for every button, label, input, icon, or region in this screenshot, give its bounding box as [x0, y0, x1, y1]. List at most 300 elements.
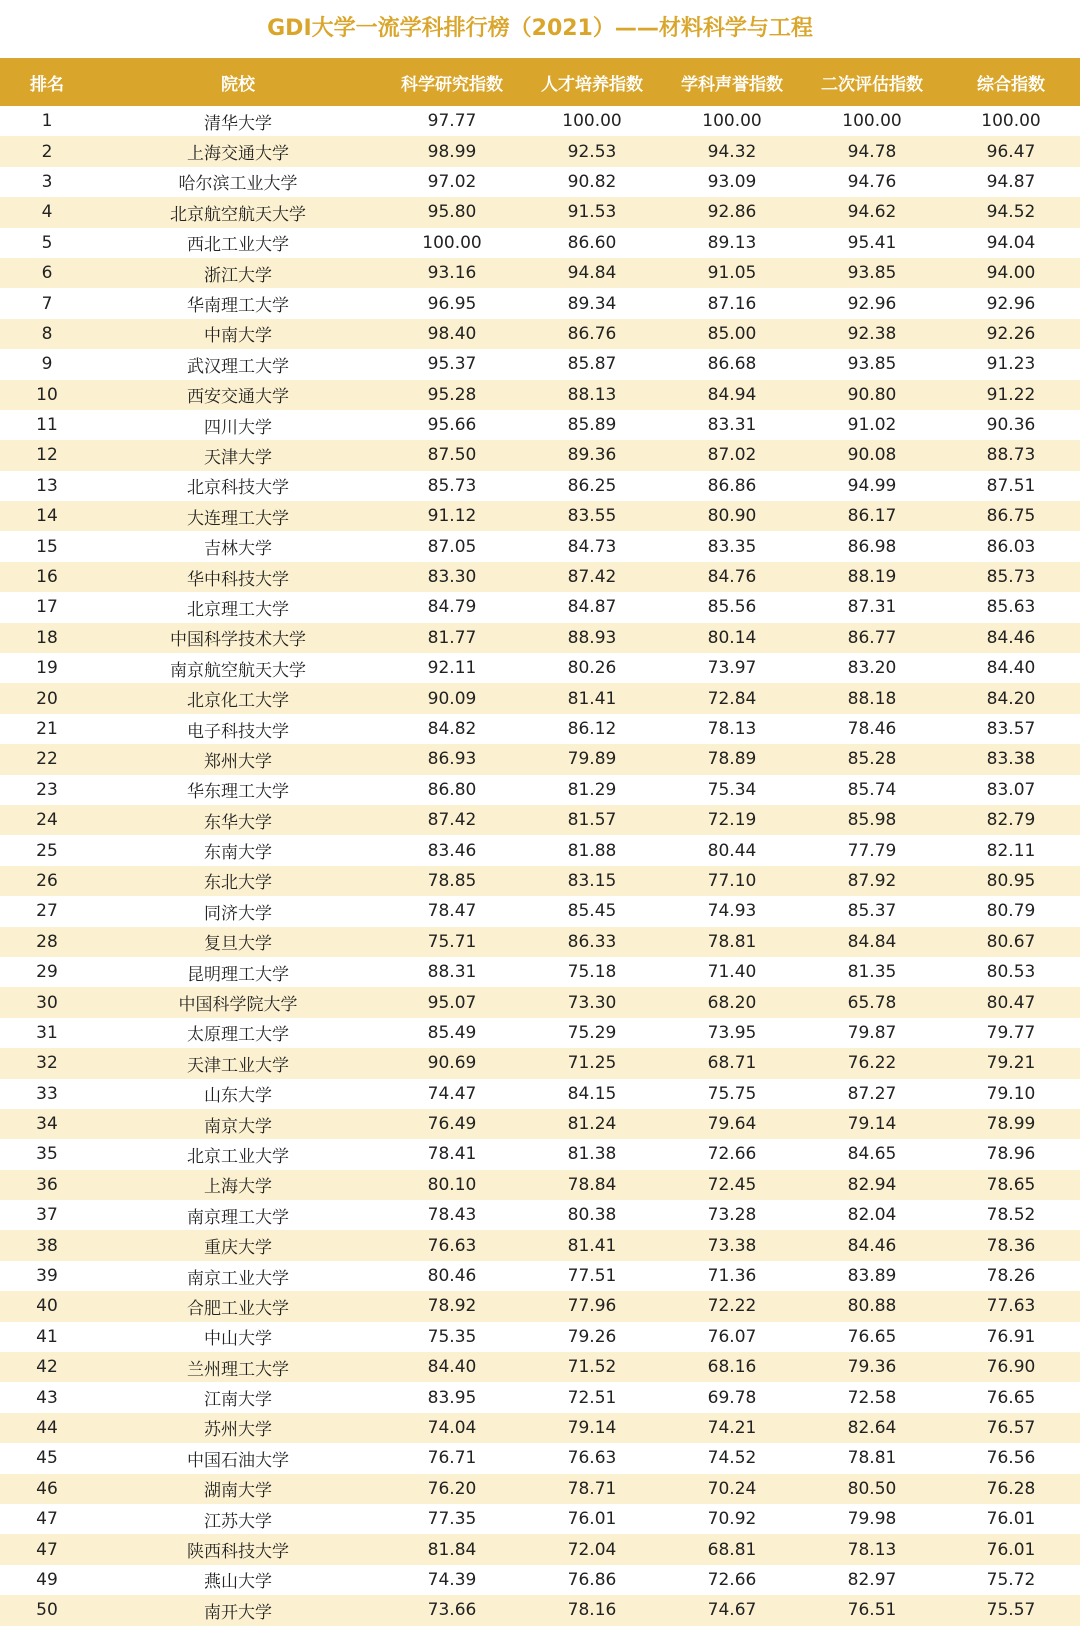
table-row [0, 1018, 1080, 1048]
composite-index-cell: 78.96 [986, 1144, 1036, 1165]
secondary-eval-index-cell: 84.46 [847, 1235, 897, 1256]
university-cell: 吉林大学 [204, 539, 272, 560]
secondary-eval-index-cell: 84.84 [847, 931, 897, 952]
secondary-eval-index-cell: 85.28 [847, 749, 897, 770]
table-row [0, 714, 1080, 744]
rank-cell: 47 [36, 1509, 58, 1530]
talent-index-cell: 85.87 [567, 354, 617, 375]
research-index-cell: 74.39 [427, 1569, 477, 1590]
rank-cell: 26 [36, 870, 58, 891]
secondary-eval-index-cell: 94.62 [847, 202, 897, 223]
rank-cell: 13 [36, 475, 58, 496]
research-index-cell: 93.16 [427, 263, 477, 284]
rank-cell: 27 [36, 901, 58, 922]
table-row [0, 288, 1080, 318]
rank-cell: 17 [36, 597, 58, 618]
header-rank: 排名 [30, 74, 64, 95]
table-row [0, 623, 1080, 653]
research-index-cell: 84.79 [427, 597, 477, 618]
reputation-index-cell: 68.81 [707, 1539, 757, 1560]
university-cell: 四川大学 [204, 417, 272, 438]
table-row [0, 896, 1080, 926]
table-row [0, 683, 1080, 713]
table-row [0, 440, 1080, 470]
secondary-eval-index-cell: 82.97 [847, 1569, 897, 1590]
table-row [0, 1474, 1080, 1504]
composite-index-cell: 76.01 [986, 1509, 1036, 1530]
research-index-cell: 83.46 [427, 840, 477, 861]
table-row [0, 380, 1080, 410]
university-cell: 北京航空航天大学 [170, 204, 306, 225]
talent-index-cell: 76.86 [567, 1569, 617, 1590]
research-index-cell: 78.47 [427, 901, 477, 922]
reputation-index-cell: 91.05 [707, 263, 757, 284]
table-row [0, 349, 1080, 379]
research-index-cell: 87.50 [427, 445, 477, 466]
university-cell: 湖南大学 [204, 1481, 272, 1502]
talent-index-cell: 78.71 [567, 1478, 617, 1499]
university-cell: 清华大学 [204, 113, 272, 134]
research-index-cell: 74.04 [427, 1417, 477, 1438]
secondary-eval-index-cell: 87.92 [847, 870, 897, 891]
secondary-eval-index-cell: 88.19 [847, 567, 897, 588]
reputation-index-cell: 80.44 [707, 840, 757, 861]
reputation-index-cell: 100.00 [702, 111, 762, 132]
research-index-cell: 77.35 [427, 1509, 477, 1530]
composite-index-cell: 76.65 [986, 1387, 1036, 1408]
rank-cell: 42 [36, 1357, 58, 1378]
talent-index-cell: 88.13 [567, 384, 617, 405]
research-index-cell: 76.49 [427, 1114, 477, 1135]
research-index-cell: 95.80 [427, 202, 477, 223]
research-index-cell: 84.82 [427, 719, 477, 739]
rank-cell: 28 [36, 931, 58, 952]
composite-index-cell: 80.47 [986, 992, 1036, 1013]
rank-cell: 23 [36, 779, 58, 800]
table-row [0, 805, 1080, 835]
rank-cell: 12 [36, 445, 58, 466]
secondary-eval-index-cell: 90.80 [847, 384, 897, 405]
composite-index-cell: 82.79 [986, 810, 1036, 831]
table-row [0, 136, 1080, 166]
talent-index-cell: 81.88 [567, 840, 617, 861]
talent-index-cell: 72.51 [567, 1387, 617, 1408]
talent-index-cell: 78.16 [567, 1600, 617, 1621]
composite-index-cell: 80.53 [986, 962, 1036, 983]
talent-index-cell: 81.41 [567, 1235, 617, 1256]
secondary-eval-index-cell: 79.87 [847, 1022, 897, 1043]
reputation-index-cell: 87.02 [707, 445, 757, 466]
reputation-index-cell: 72.66 [707, 1569, 757, 1590]
table-row [0, 501, 1080, 531]
talent-index-cell: 86.76 [567, 323, 617, 344]
university-cell: 中国科学院大学 [178, 995, 298, 1016]
composite-index-cell: 79.10 [986, 1083, 1036, 1104]
university-cell: 北京科技大学 [187, 478, 289, 499]
university-cell: 太原理工大学 [187, 1025, 289, 1046]
university-cell: 东北大学 [204, 873, 272, 894]
reputation-index-cell: 93.09 [707, 171, 757, 192]
research-index-cell: 95.28 [427, 384, 477, 405]
university-cell: 南开大学 [204, 1602, 272, 1623]
header-reputation-index: 学科声誉指数 [681, 74, 783, 95]
university-cell: 华中科技大学 [187, 569, 289, 590]
secondary-eval-index-cell: 88.18 [847, 688, 897, 709]
research-index-cell: 91.12 [427, 506, 477, 527]
table-row [0, 228, 1080, 258]
reputation-index-cell: 73.38 [707, 1235, 757, 1256]
composite-index-cell: 91.23 [986, 354, 1036, 375]
rank-cell: 10 [36, 384, 58, 405]
composite-index-cell: 76.91 [986, 1326, 1036, 1347]
talent-index-cell: 86.33 [567, 931, 617, 952]
research-index-cell: 95.37 [427, 354, 477, 375]
university-cell: 重庆大学 [204, 1238, 272, 1259]
table-row [0, 1352, 1080, 1382]
research-index-cell: 86.93 [427, 749, 477, 770]
rank-cell: 32 [36, 1053, 58, 1074]
composite-index-cell: 92.96 [986, 293, 1036, 314]
reputation-index-cell: 68.71 [707, 1053, 757, 1074]
talent-index-cell: 87.42 [567, 567, 617, 588]
research-index-cell: 90.09 [427, 688, 477, 709]
secondary-eval-index-cell: 76.51 [847, 1600, 897, 1621]
rank-cell: 11 [36, 415, 58, 436]
rank-cell: 21 [36, 719, 58, 739]
table-row [0, 1261, 1080, 1291]
table-header [0, 58, 1080, 106]
talent-index-cell: 89.34 [567, 293, 617, 314]
research-index-cell: 95.66 [427, 415, 477, 436]
table-row [0, 167, 1080, 197]
secondary-eval-index-cell: 85.37 [847, 901, 897, 922]
secondary-eval-index-cell: 84.65 [847, 1144, 897, 1165]
composite-index-cell: 83.57 [986, 719, 1036, 739]
composite-index-cell: 78.99 [986, 1114, 1036, 1135]
research-index-cell: 81.77 [427, 627, 477, 648]
talent-index-cell: 94.84 [567, 263, 617, 284]
secondary-eval-index-cell: 92.96 [847, 293, 897, 314]
talent-index-cell: 90.82 [567, 171, 617, 192]
university-cell: 天津大学 [204, 447, 272, 468]
secondary-eval-index-cell: 92.38 [847, 323, 897, 344]
rank-cell: 31 [36, 1022, 58, 1043]
talent-index-cell: 71.25 [567, 1053, 617, 1074]
rank-cell: 39 [36, 1266, 58, 1287]
rank-cell: 33 [36, 1083, 58, 1104]
university-cell: 北京理工大学 [187, 599, 289, 620]
talent-index-cell: 91.53 [567, 202, 617, 223]
research-index-cell: 90.69 [427, 1053, 477, 1074]
composite-index-cell: 80.67 [986, 931, 1036, 952]
secondary-eval-index-cell: 81.35 [847, 962, 897, 983]
research-index-cell: 88.31 [427, 962, 477, 983]
reputation-index-cell: 70.24 [707, 1478, 757, 1499]
secondary-eval-index-cell: 86.77 [847, 627, 897, 648]
talent-index-cell: 88.93 [567, 627, 617, 648]
university-cell: 南京工业大学 [187, 1268, 289, 1289]
secondary-eval-index-cell: 65.78 [847, 992, 897, 1013]
reputation-index-cell: 70.92 [707, 1509, 757, 1530]
university-cell: 东南大学 [204, 843, 272, 864]
rank-cell: 37 [36, 1205, 58, 1226]
table-row [0, 927, 1080, 957]
research-index-cell: 83.30 [427, 567, 477, 588]
rank-cell: 14 [36, 506, 58, 527]
reputation-index-cell: 72.84 [707, 688, 757, 709]
rank-cell: 43 [36, 1387, 58, 1408]
secondary-eval-index-cell: 83.20 [847, 658, 897, 679]
secondary-eval-index-cell: 76.65 [847, 1326, 897, 1347]
reputation-index-cell: 73.28 [707, 1205, 757, 1226]
university-cell: 西北工业大学 [187, 235, 289, 256]
university-cell: 苏州大学 [204, 1420, 272, 1441]
university-cell: 山东大学 [204, 1086, 272, 1107]
talent-index-cell: 80.26 [567, 658, 617, 679]
secondary-eval-index-cell: 78.13 [847, 1539, 897, 1560]
table-row [0, 1413, 1080, 1443]
research-index-cell: 87.05 [427, 536, 477, 557]
talent-index-cell: 71.52 [567, 1357, 617, 1378]
composite-index-cell: 88.73 [986, 445, 1036, 466]
university-cell: 南京大学 [204, 1116, 272, 1137]
reputation-index-cell: 74.21 [707, 1417, 757, 1438]
ranking-table [0, 58, 1080, 1626]
rank-cell: 3 [41, 171, 53, 192]
university-cell: 中南大学 [204, 326, 272, 347]
reputation-index-cell: 68.16 [707, 1357, 757, 1378]
secondary-eval-index-cell: 93.85 [847, 354, 897, 375]
research-index-cell: 81.84 [427, 1539, 477, 1560]
university-cell: 陕西科技大学 [187, 1542, 289, 1563]
university-cell: 大连理工大学 [187, 508, 289, 529]
talent-index-cell: 79.89 [567, 749, 617, 770]
composite-index-cell: 100.00 [981, 111, 1041, 132]
university-cell: 东华大学 [204, 812, 272, 833]
university-cell: 中山大学 [204, 1329, 272, 1350]
reputation-index-cell: 78.81 [707, 931, 757, 952]
header-composite-index: 综合指数 [977, 74, 1045, 95]
talent-index-cell: 77.96 [567, 1296, 617, 1317]
talent-index-cell: 83.55 [567, 506, 617, 527]
composite-index-cell: 79.77 [986, 1022, 1036, 1043]
university-cell: 浙江大学 [204, 265, 272, 286]
talent-index-cell: 75.29 [567, 1022, 617, 1043]
talent-index-cell: 81.24 [567, 1114, 617, 1135]
talent-index-cell: 72.04 [567, 1539, 617, 1560]
secondary-eval-index-cell: 94.76 [847, 171, 897, 192]
composite-index-cell: 79.21 [986, 1053, 1036, 1074]
secondary-eval-index-cell: 91.02 [847, 415, 897, 436]
secondary-eval-index-cell: 80.50 [847, 1478, 897, 1499]
reputation-index-cell: 75.75 [707, 1083, 757, 1104]
secondary-eval-index-cell: 79.36 [847, 1357, 897, 1378]
research-index-cell: 97.02 [427, 171, 477, 192]
composite-index-cell: 78.26 [986, 1266, 1036, 1287]
table-row [0, 1504, 1080, 1534]
table-row [0, 866, 1080, 896]
reputation-index-cell: 77.10 [707, 870, 757, 891]
university-cell: 华南理工大学 [187, 296, 289, 317]
table-row [0, 835, 1080, 865]
talent-index-cell: 81.38 [567, 1144, 617, 1165]
talent-index-cell: 84.15 [567, 1083, 617, 1104]
secondary-eval-index-cell: 85.74 [847, 779, 897, 800]
research-index-cell: 83.95 [427, 1387, 477, 1408]
talent-index-cell: 84.87 [567, 597, 617, 618]
secondary-eval-index-cell: 94.78 [847, 141, 897, 162]
composite-index-cell: 94.87 [986, 171, 1036, 192]
reputation-index-cell: 71.40 [707, 962, 757, 983]
composite-index-cell: 96.47 [986, 141, 1036, 162]
table-row [0, 775, 1080, 805]
reputation-index-cell: 86.68 [707, 354, 757, 375]
talent-index-cell: 76.63 [567, 1448, 617, 1469]
reputation-index-cell: 79.64 [707, 1114, 757, 1135]
university-cell: 北京化工大学 [187, 691, 289, 712]
secondary-eval-index-cell: 79.98 [847, 1509, 897, 1530]
rank-cell: 20 [36, 688, 58, 709]
reputation-index-cell: 75.34 [707, 779, 757, 800]
secondary-eval-index-cell: 80.88 [847, 1296, 897, 1317]
talent-index-cell: 73.30 [567, 992, 617, 1013]
research-index-cell: 98.40 [427, 323, 477, 344]
talent-index-cell: 76.01 [567, 1509, 617, 1530]
rank-cell: 34 [36, 1114, 58, 1135]
university-cell: 合肥工业大学 [187, 1298, 289, 1319]
university-cell: 郑州大学 [204, 751, 272, 772]
rank-cell: 46 [36, 1478, 58, 1499]
reputation-index-cell: 85.56 [707, 597, 757, 618]
university-cell: 复旦大学 [204, 934, 272, 955]
secondary-eval-index-cell: 86.98 [847, 536, 897, 557]
reputation-index-cell: 83.31 [707, 415, 757, 436]
secondary-eval-index-cell: 78.46 [847, 719, 897, 739]
secondary-eval-index-cell: 82.64 [847, 1417, 897, 1438]
composite-index-cell: 86.75 [986, 506, 1036, 527]
university-cell: 哈尔滨工业大学 [178, 174, 298, 195]
secondary-eval-index-cell: 87.27 [847, 1083, 897, 1104]
rank-cell: 40 [36, 1296, 58, 1317]
table-row [0, 531, 1080, 561]
research-index-cell: 75.71 [427, 931, 477, 952]
rank-cell: 25 [36, 840, 58, 861]
secondary-eval-index-cell: 93.85 [847, 263, 897, 284]
reputation-index-cell: 69.78 [707, 1387, 757, 1408]
secondary-eval-index-cell: 79.14 [847, 1114, 897, 1135]
table-row [0, 987, 1080, 1017]
table-row [0, 1048, 1080, 1078]
university-cell: 同济大学 [204, 903, 272, 924]
secondary-eval-index-cell: 82.04 [847, 1205, 897, 1226]
research-index-cell: 76.20 [427, 1478, 477, 1499]
table-row [0, 471, 1080, 501]
reputation-index-cell: 80.90 [707, 506, 757, 527]
reputation-index-cell: 72.45 [707, 1174, 757, 1195]
secondary-eval-index-cell: 94.99 [847, 475, 897, 496]
composite-index-cell: 80.79 [986, 901, 1036, 922]
rank-cell: 38 [36, 1235, 58, 1256]
rank-cell: 8 [41, 323, 53, 344]
composite-index-cell: 76.57 [986, 1417, 1036, 1438]
table-row [0, 410, 1080, 440]
composite-index-cell: 75.57 [986, 1600, 1036, 1621]
research-index-cell: 75.35 [427, 1326, 477, 1347]
reputation-index-cell: 84.76 [707, 567, 757, 588]
table-row [0, 562, 1080, 592]
table-row [0, 1534, 1080, 1564]
research-index-cell: 96.95 [427, 293, 477, 314]
reputation-index-cell: 74.93 [707, 901, 757, 922]
rank-cell: 30 [36, 992, 58, 1013]
university-cell: 中国石油大学 [187, 1450, 289, 1471]
composite-index-cell: 90.36 [986, 415, 1036, 436]
reputation-index-cell: 78.13 [707, 719, 757, 739]
research-index-cell: 80.10 [427, 1174, 477, 1195]
research-index-cell: 80.46 [427, 1266, 477, 1287]
composite-index-cell: 78.52 [986, 1205, 1036, 1226]
table-row [0, 1079, 1080, 1109]
rank-cell: 29 [36, 962, 58, 983]
university-cell: 天津工业大学 [187, 1055, 289, 1076]
composite-index-cell: 83.07 [986, 779, 1036, 800]
reputation-index-cell: 71.36 [707, 1266, 757, 1287]
page-title: GDI大学一流学科排行榜（2021）——材料科学与工程 [267, 16, 813, 41]
reputation-index-cell: 86.86 [707, 475, 757, 496]
talent-index-cell: 86.60 [567, 232, 617, 253]
university-cell: 电子科技大学 [187, 721, 289, 742]
table-row [0, 1200, 1080, 1230]
reputation-index-cell: 85.00 [707, 323, 757, 344]
talent-index-cell: 81.57 [567, 810, 617, 831]
composite-index-cell: 78.65 [986, 1174, 1036, 1195]
table-row [0, 1595, 1080, 1625]
composite-index-cell: 76.01 [986, 1539, 1036, 1560]
composite-index-cell: 84.46 [986, 627, 1036, 648]
research-index-cell: 78.43 [427, 1205, 477, 1226]
reputation-index-cell: 83.35 [707, 536, 757, 557]
secondary-eval-index-cell: 90.08 [847, 445, 897, 466]
table-row [0, 1565, 1080, 1595]
secondary-eval-index-cell: 82.94 [847, 1174, 897, 1195]
research-index-cell: 76.63 [427, 1235, 477, 1256]
rank-cell: 24 [36, 810, 58, 831]
table-row [0, 1443, 1080, 1473]
talent-index-cell: 85.89 [567, 415, 617, 436]
composite-index-cell: 91.22 [986, 384, 1036, 405]
research-index-cell: 97.77 [427, 111, 477, 132]
university-cell: 上海大学 [204, 1177, 272, 1198]
composite-index-cell: 92.26 [986, 323, 1036, 344]
secondary-eval-index-cell: 100.00 [842, 111, 902, 132]
rank-cell: 15 [36, 536, 58, 557]
composite-index-cell: 78.36 [986, 1235, 1036, 1256]
reputation-index-cell: 76.07 [707, 1326, 757, 1347]
table-row [0, 592, 1080, 622]
research-index-cell: 78.85 [427, 870, 477, 891]
talent-index-cell: 85.45 [567, 901, 617, 922]
rank-cell: 5 [41, 232, 53, 253]
table-row [0, 1291, 1080, 1321]
rank-cell: 47 [36, 1539, 58, 1560]
talent-index-cell: 84.73 [567, 536, 617, 557]
table-row [0, 744, 1080, 774]
reputation-index-cell: 72.66 [707, 1144, 757, 1165]
composite-index-cell: 84.20 [986, 688, 1036, 709]
rank-cell: 16 [36, 567, 58, 588]
research-index-cell: 85.73 [427, 475, 477, 496]
reputation-index-cell: 72.19 [707, 810, 757, 831]
